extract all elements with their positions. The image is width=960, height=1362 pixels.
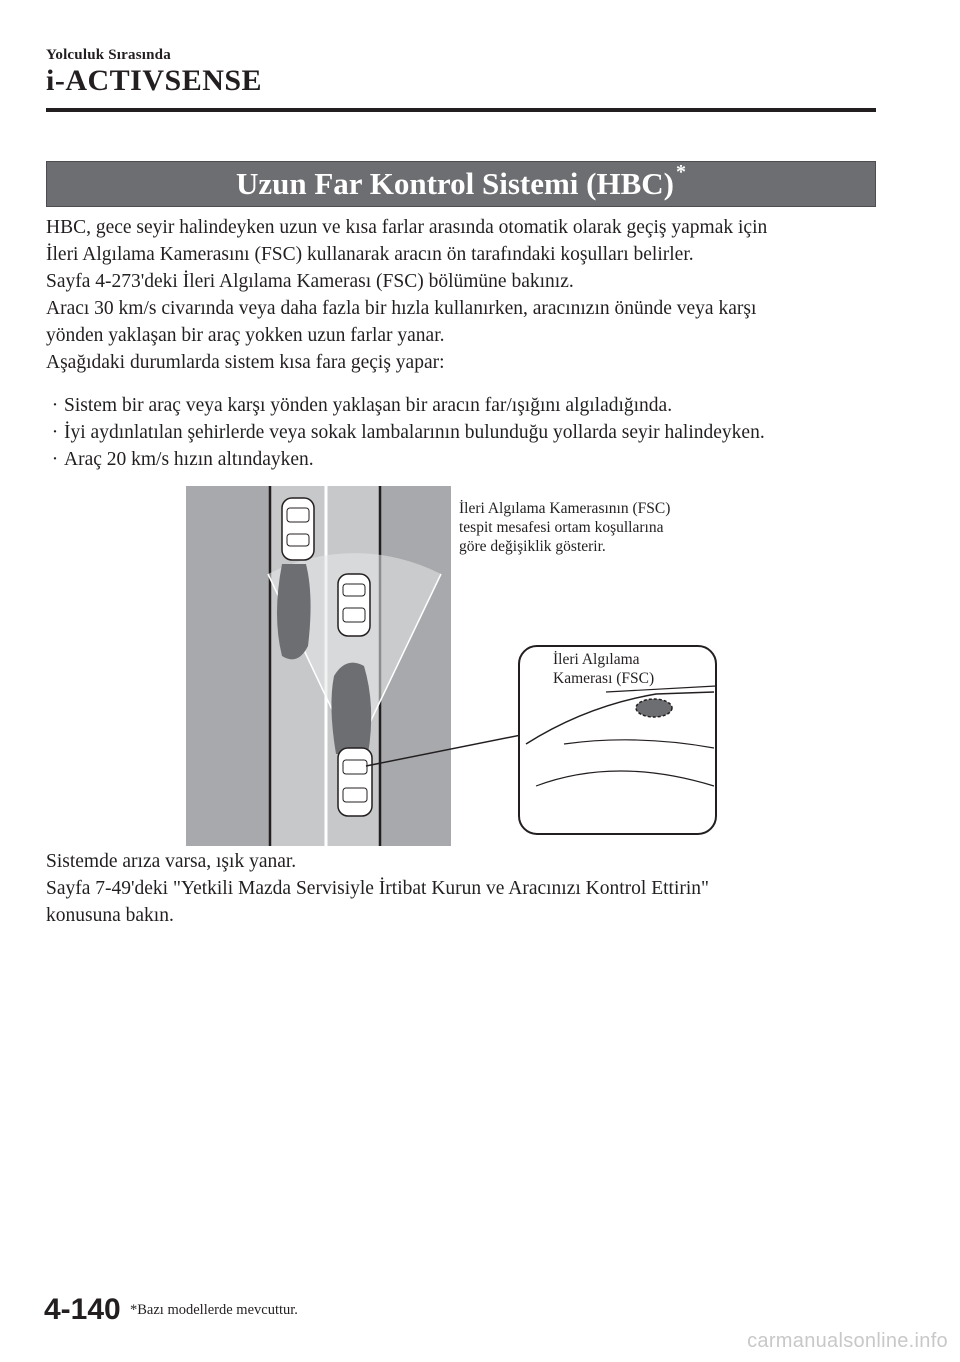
- list-item-text: Araç 20 km/s hızın altındayken.: [64, 449, 314, 470]
- callout-line: İleri Algılama Kamerasının (FSC): [459, 500, 671, 517]
- callout-line: göre değişiklik gösterir.: [459, 538, 606, 555]
- intro-line: İleri Algılama Kamerasını (FSC) kullanarak aracın ön tarafındaki koşulları belirler.: [46, 244, 694, 265]
- callout-line: tespit mesafesi ortam koşullarına: [459, 519, 664, 536]
- own-headlight-beam: [331, 663, 371, 754]
- footnote: *Bazı modellerde mevcuttur.: [130, 1302, 298, 1318]
- preceding-car-icon: [338, 574, 370, 636]
- intro-line: Sayfa 4-273'deki İleri Algılama Kamerası (FSC) bölümüne bakınız.: [46, 271, 574, 292]
- section-heading: Uzun Far Kontrol Sistemi (HBC): [235, 166, 674, 201]
- section-title: i-ACTIVSENSE: [46, 64, 263, 97]
- bullet: ·: [51, 422, 59, 443]
- oncoming-headlight-beam: [277, 564, 311, 659]
- camera-label-line: Kamerası (FSC): [553, 670, 655, 687]
- oncoming-car-icon: [282, 498, 314, 560]
- own-car-icon: [338, 748, 372, 816]
- title-divider: [46, 108, 876, 112]
- footnote-marker: *: [676, 160, 686, 183]
- malfunction-paragraph: [46, 848, 886, 929]
- detection-range-callout: [459, 499, 670, 556]
- camera-label-line: İleri Algılama: [553, 651, 640, 668]
- list-item: [46, 419, 886, 446]
- section-heading-bar: [46, 161, 876, 207]
- intro-line: yönden yaklaşan bir araç yokken uzun farlar yanar.: [46, 325, 445, 346]
- watermark: carmanualsonline.info: [747, 1330, 948, 1352]
- intro-line: Aşağıdaki durumlarda sistem kısa fara geçiş yapar:: [46, 352, 445, 373]
- list-item-text: Sistem bir araç veya karşı yönden yaklaşan bir aracın far/ışığını algıladığında.: [64, 395, 673, 416]
- intro-line: HBC, gece seyir halindeyken uzun ve kısa farlar arasında otomatik olarak geçiş yapmak için: [46, 217, 768, 238]
- page-number: 4-140: [44, 1293, 121, 1326]
- condition-list: [46, 392, 886, 473]
- closing-line: konusuna bakın.: [46, 905, 174, 926]
- list-item: [46, 392, 886, 419]
- bullet: ·: [51, 395, 59, 416]
- camera-label: [553, 650, 654, 688]
- intro-line: Aracı 30 km/s civarında veya daha fazla bir hızla kullanırken, aracınızın önünde veya karşı: [46, 298, 757, 319]
- breadcrumb: Yolculuk Sırasında: [46, 47, 171, 63]
- bullet: ·: [51, 449, 59, 470]
- closing-line: Sayfa 7-49'deki "Yetkili Mazda Servisiyle İrtibat Kurun ve Aracınızı Kontrol Ettirin": [46, 878, 709, 899]
- list-item: [46, 446, 886, 473]
- closing-line: Sistemde arıza varsa, ışık yanar.: [46, 851, 297, 872]
- intro-paragraph: [46, 214, 886, 376]
- camera-icon: [636, 699, 672, 717]
- list-item-text: İyi aydınlatılan şehirlerde veya sokak lambalarının bulunduğu yollarda seyir halindeyken.: [64, 422, 765, 443]
